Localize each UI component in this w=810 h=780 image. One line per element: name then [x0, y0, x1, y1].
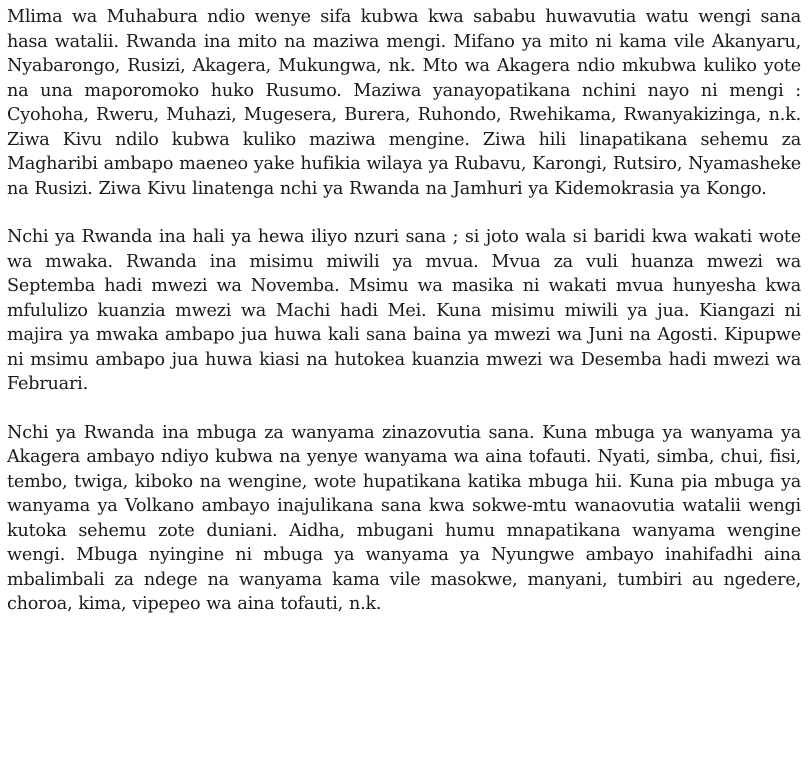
paragraph-mountains-rivers-lakes: Mlima wa Muhabura ndio wenye sifa kubwa kwa sababu huwavutia watu wengi sana hasa watalii. Rwanda ina mito na maziwa mengi. Mifano ya mito ni kama vile Akanyaru, Nyabarongo, Rusizi, Akagera, Mukungwa, nk. Mto wa Akagera ndio mkubwa kuliko yote na una maporomoko huko Rusumo. Maziwa yanayopatikana nchini nayo ni mengi : Cyohoha, Rweru, Muhazi, Mugesera, Burera, Ruhondo, Rwehikama, Rwanyakizinga, n.k. Ziwa Kivu ndilo kubwa kuliko maziwa mengine. Ziwa hili linapatikana sehemu za Magharibi ambapo maeneo yake hufikia wilaya ya Rubavu, Karongi, Rutsiro, Nyamasheke na Rusizi. Ziwa Kivu linatenga nchi ya Rwanda na Jamhuri ya Kidemokrasia ya Kongo. [7, 7, 801, 199]
paragraph-climate-seasons: Nchi ya Rwanda ina hali ya hewa iliyo nzuri sana ; si joto wala si baridi kwa wakati wote wa mwaka. Rwanda ina misimu miwili ya mvua. Mvua za vuli huanza mwezi wa Septemba hadi mwezi wa Novemba. Msimu wa masika ni wakati mvua hunyesha kwa mfululizo kuanzia mwezi wa Machi hadi Mei. Kuna misimu miwili ya jua. Kiangazi ni majira ya mwaka ambapo jua huwa kali sana baina ya mwezi wa Juni na Agosti. Kipupwe ni msimu ambapo jua huwa kiasi na hutokea kuanzia mwezi wa Desemba hadi mwezi wa Februari. [7, 227, 801, 394]
paragraph-national-parks: Nchi ya Rwanda ina mbuga za wanyama zinazovutia sana. Kuna mbuga ya wanyama ya Akagera ambayo ndiyo kubwa na yenye wanyama wa aina tofauti. Nyati, simba, chui, fisi, tembo, twiga, kiboko na wengine, wote hupatikana katika mbuga hii. Kuna pia mbuga ya wanyama ya Volkano ambayo inajulikana sana kwa sokwe-mtu wanaovutia watalii wengi kutoka sehemu zote duniani. Aidha, mbugani humu mnapatikana wanyama wengine wengi. Mbuga nyingine ni mbuga ya wanyama ya Nyungwe ambayo inahifadhi aina mbalimbali za ndege na wanyama kama vile masokwe, manyani, tumbiri au ngedere, choroa, kima, vipepeo wa aina tofauti, n.k. [7, 422, 801, 614]
